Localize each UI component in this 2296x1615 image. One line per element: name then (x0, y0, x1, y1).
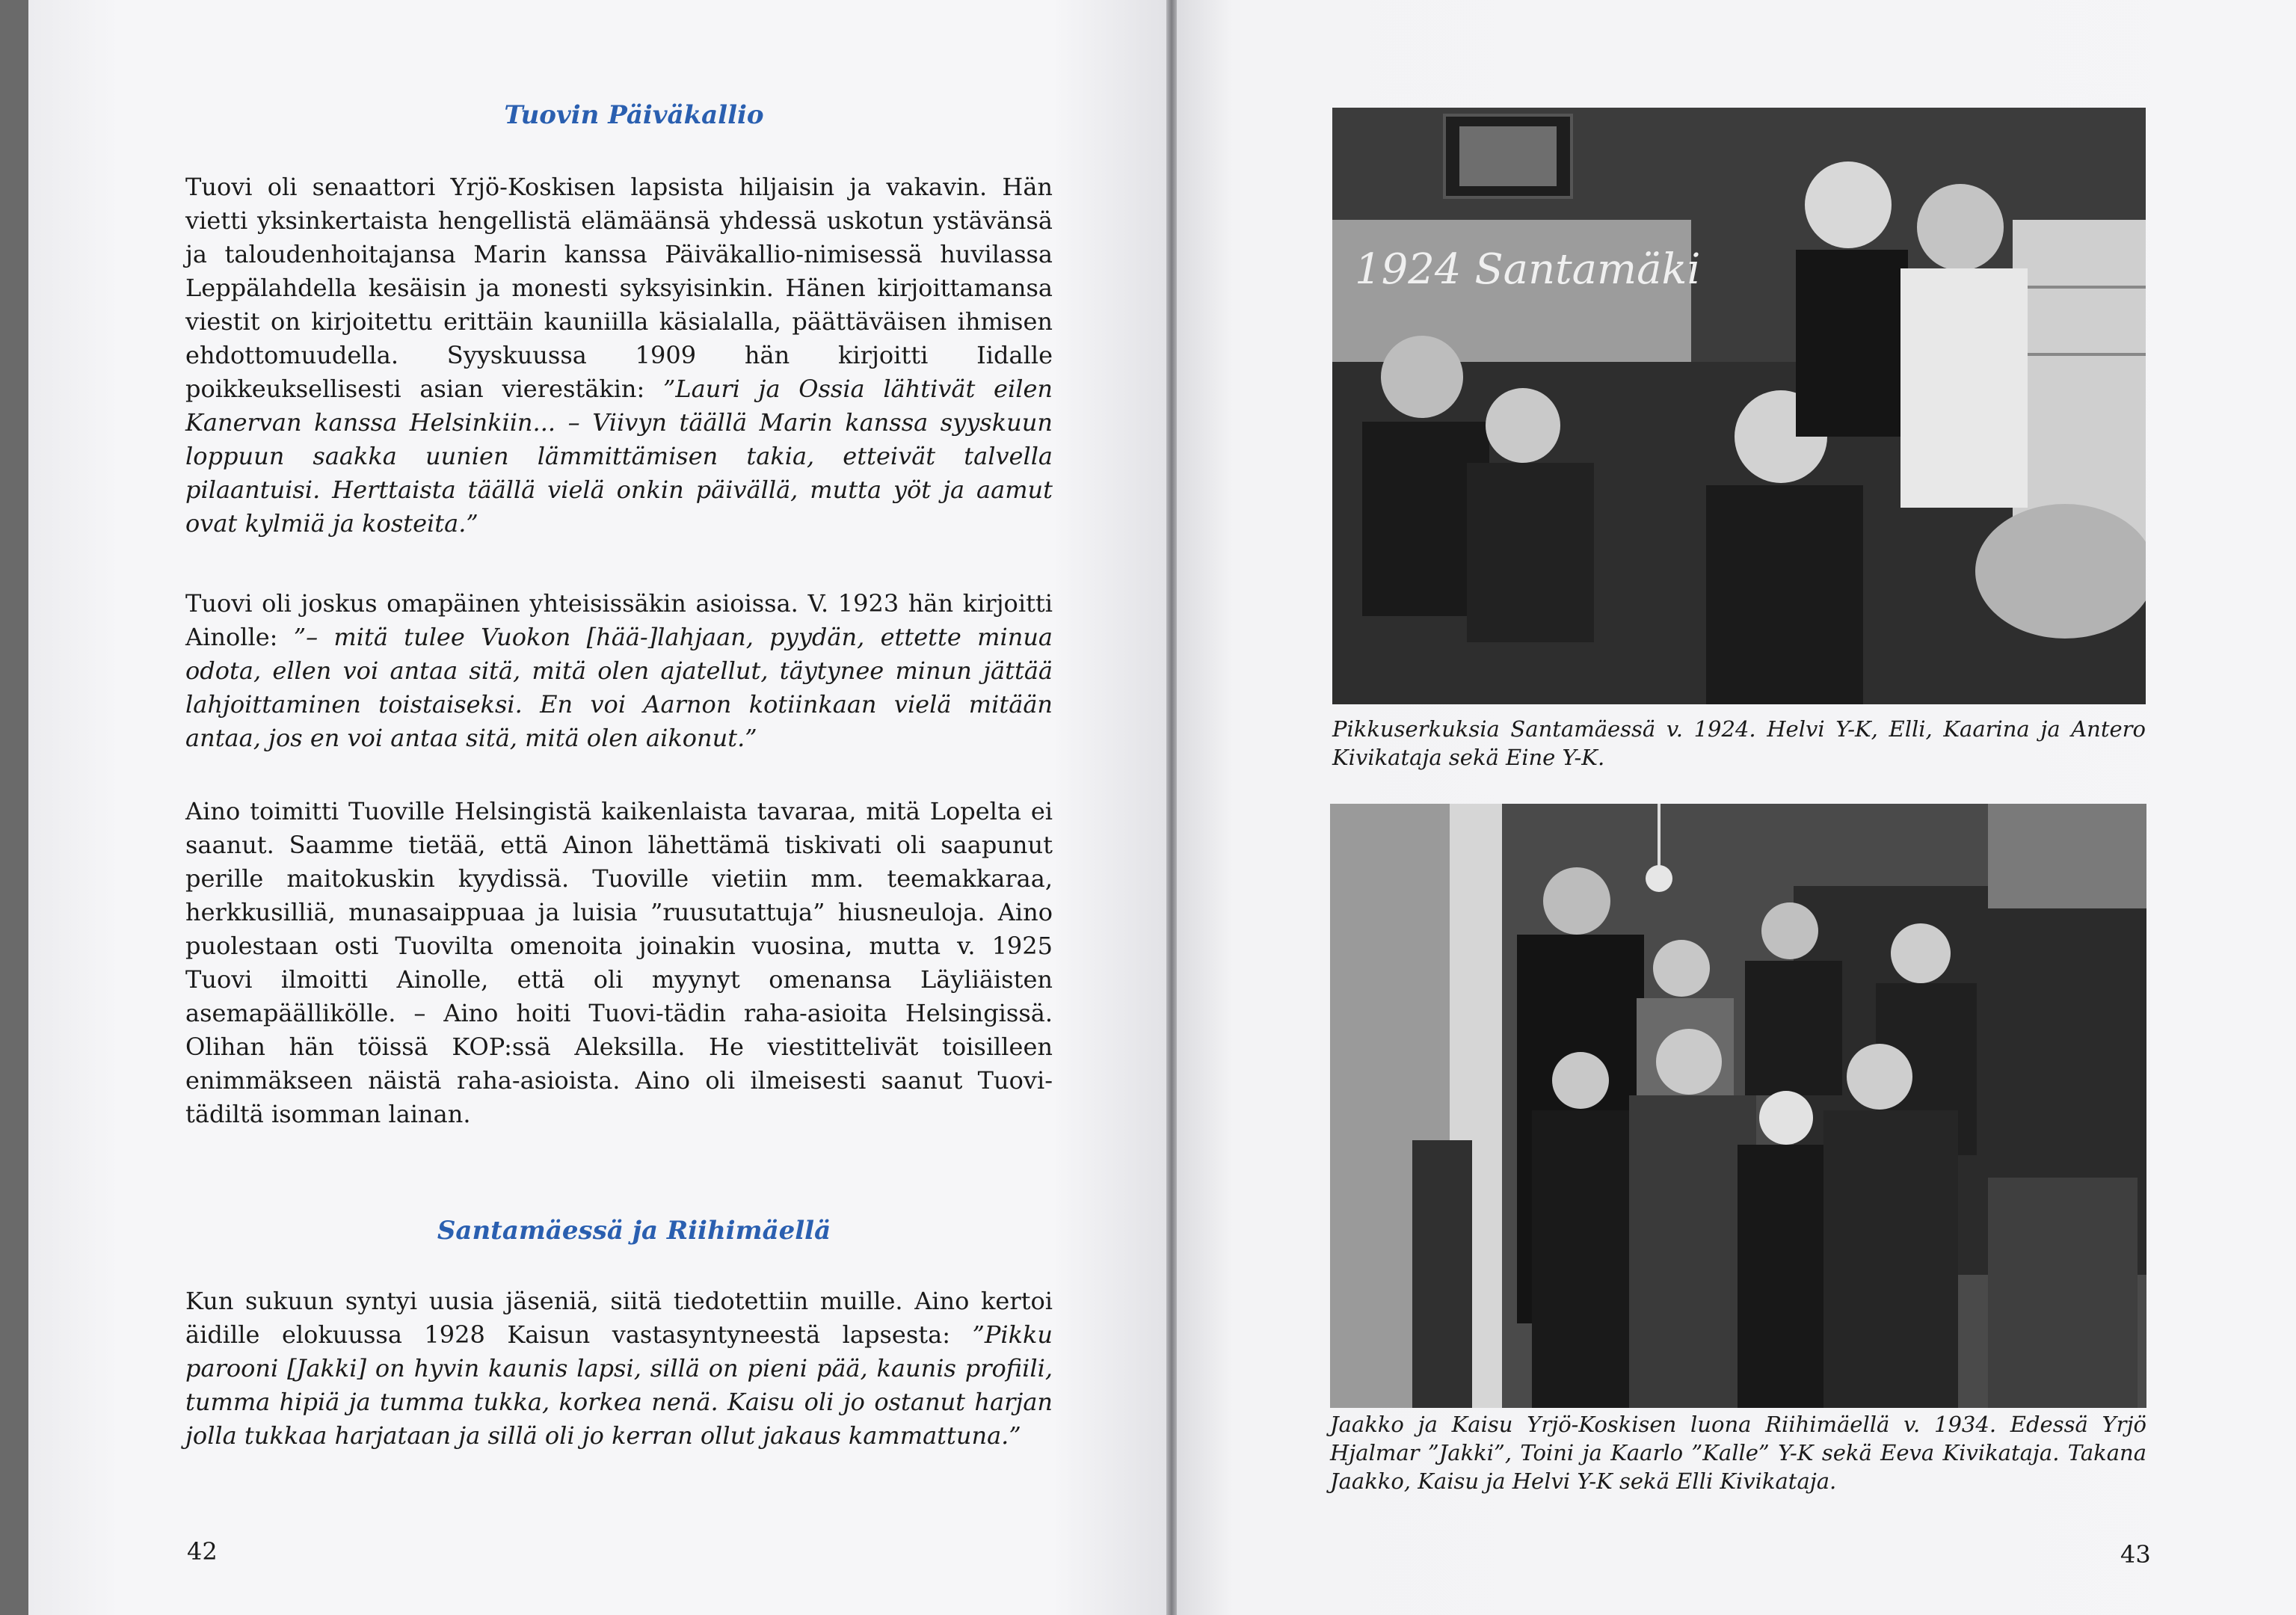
paragraph-4-quote: ”Pikku parooni [Jakki] on hyvin kaunis lapsi, sillä on pieni pää, kaunis profiili, tumma hipiä ja tumma tukka, korkea nenä. Kaisu oli jo ostanut harjan jolla tukkaa harjataan ja sillä oli jo kerran ollut jakaus kammattuna.” (185, 1320, 1053, 1450)
paragraph-2-text: Tuovi oli joskus omapäinen yhteisissäkin asioissa. V. 1923 hän kirjoitti Ainolle: (185, 589, 1053, 651)
paragraph-4-text: Kun sukuun syntyi uusia jäseniä, siitä tiedotettiin muille. Aino kertoi äidille elokuussa 1928 Kaisun vastasyntyneestä lapsesta: (185, 1287, 1053, 1349)
photo-children-santamaki-1924 (1332, 108, 2146, 704)
paragraph-4 (185, 1285, 1053, 1453)
book-gutter (1166, 0, 1177, 1615)
section-heading-santamaessa: Santamäessä ja Riihimäellä (437, 1216, 831, 1246)
paragraph-2-quote: ”– mitä tulee Vuokon [hää-]lahjaan, pyydän, ettette minua odota, ellen voi antaa sitä, mitä olen ajatellut, täytynee minun jättää lahjoittaminen toistaiseksi. En voi Aarnon kotiinkaan vielä mitään antaa, jos en voi antaa sitä, mitä olen aikonut.” (185, 623, 1053, 752)
photo-inscription: 1924 Santamäki (1355, 245, 1701, 294)
paragraph-3: Aino toimitti Tuoville Helsingistä kaikenlaista tavaraa, mitä Lopelta ei saanut. Saamme tietää, että Ainon lähettämä tiskivati oli saapunut perille maitokuskin kyydissä. Tuoville vietiin mm. teemakkaraa, herkkusilliä, munasaippuaa ja luisia ”ruusutattuja” hiusneuloja. Aino puolestaan osti Tuovilta omenoita joinakin vuosina, mutta v. 1925 Tuovi ilmoitti Ainolle, että oli myynyt omenansa Läyliäisten asemapäällikölle. – Aino hoiti Tuovi-tädin raha-asioita Helsingissä. Olihan hän töissä KOP:ssä Aleksilla. He viestittelivät toisilleen enimmäkseen näistä raha-asioista. Aino oli ilmeisesti saanut Tuovi-tädiltä isomman lainan. (185, 797, 1053, 1128)
section-heading-tuovin-paivakallio: Tuovin Päiväkallio (504, 100, 764, 130)
paragraph-1-quote: ”Lauri ja Ossia lähtivät eilen Kanervan kanssa Helsinkiin... – Viivyn täällä Marin kanssa syyskuun loppuun saakka uunien lämmittämisen takia, etteivät talvella pilaantuisi. Herttaista täällä vielä onkin päivällä, mutta yöt ja aamut ovat kylmiä ja kosteita.” (185, 375, 1053, 538)
right-page (1177, 0, 2296, 1615)
paragraph-1-text: Tuovi oli senaattori Yrjö-Koskisen lapsista hiljaisin ja vakavin. Hän vietti yksinkertaista hengellistä elämäänsä yhdessä uskotun ystävänsä ja taloudenhoitajansa Marin kanssa Päiväkallio-nimisessä huvilassa Leppälahdella kesäisin ja monesti syksyisinkin. Hänen kirjoittamansa viestit on kirjoitettu erittäin kauniilla käsialalla, päättäväisen ihmisen ehdottomuudella. Syyskuussa 1909 hän kirjoitti Iidalle poikkeuksellisesti asian vierestäkin: (185, 173, 1053, 403)
page-number-left: 42 (187, 1537, 218, 1566)
paragraph-1 (185, 170, 1053, 541)
photo-family-illustration (1330, 804, 2146, 1408)
photo-family-riihimaki-1934 (1330, 804, 2146, 1408)
caption-photo-2: Jaakko ja Kaisu Yrjö-Koskisen luona Riihimäellä v. 1934. Edessä Yrjö Hjalmar ”Jakki”, Toini ja Kaarlo ”Kalle” Y-K sekä Eeva Kivikataja. Takana Jaakko, Kaisu ja Helvi Y-K sekä Elli Kivikataja. (1330, 1412, 2146, 1494)
paragraph-2 (185, 587, 1053, 755)
page-number-right: 43 (2120, 1540, 2151, 1569)
caption-photo-1: Pikkuserkuksia Santamäessä v. 1924. Helvi Y-K, Elli, Kaarina ja Antero Kivikataja sekä Eine Y-K. (1332, 716, 2146, 770)
photo-children-illustration (1332, 108, 2146, 704)
